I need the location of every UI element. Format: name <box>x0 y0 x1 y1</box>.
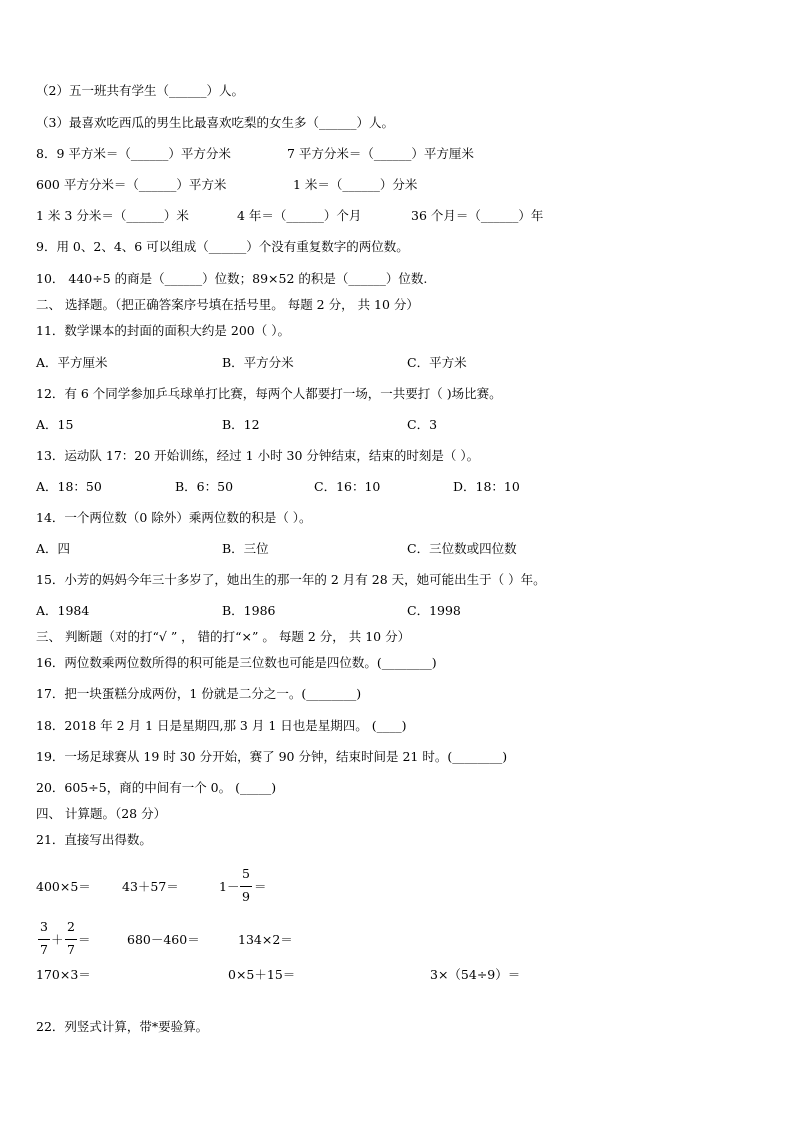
section-2-title: 二、 选择题。 <box>36 297 115 312</box>
q11-option-c: C．平方米 <box>407 355 467 370</box>
calc-1-minus-5-9-equals: ＝ <box>254 879 267 894</box>
fraction-numerator: 2 <box>67 919 75 934</box>
calc-0x5-plus-15: 0×5＋15＝ <box>228 967 296 982</box>
question-22: 22．列竖式计算，带*要验算。 <box>36 1019 209 1034</box>
section-4-title: 四、 计算题。 <box>36 806 115 821</box>
question-18: 18．2018 年 2 月 1 日是星期四,那 3 月 1 日也是星期四。 (____) <box>36 718 407 733</box>
fraction-bar <box>65 939 77 940</box>
section-2-heading <box>36 297 419 313</box>
q12-option-b: B．12 <box>222 417 260 432</box>
section-3-note: （对的打“√ ” ， 错的打“×” 。 每题 2 分， 共 10 分） <box>102 629 411 644</box>
question-7-part-2: （2）五一班共有学生（______）人。 <box>36 83 244 98</box>
calc-170x3: 170×3＝ <box>36 967 91 982</box>
calc-680-minus-460: 680－460＝ <box>127 932 200 947</box>
section-3-title: 三、 判断题 <box>36 629 103 644</box>
q15-option-b: B．1986 <box>222 603 276 618</box>
fraction-sum-equals: ＝ <box>78 932 91 947</box>
question-9: 9．用 0、2、4、6 可以组成（______）个没有重复数字的两位数。 <box>36 239 409 254</box>
fraction-5-9 <box>240 866 252 908</box>
q14-option-a: A．四 <box>36 541 71 556</box>
q13-option-c: C．16：10 <box>314 479 381 494</box>
fraction-bar <box>240 886 252 887</box>
question-8-b: 7 平方分米＝（______）平方厘米 <box>287 146 474 161</box>
fraction-denominator: 9 <box>242 889 250 904</box>
q14-option-c: C．三位数或四位数 <box>407 541 517 556</box>
question-14: 14．一个两位数（0 除外）乘两位数的积是（ ）。 <box>36 510 312 525</box>
calc-134x2: 134×2＝ <box>238 932 293 947</box>
question-21: 21．直接写出得数。 <box>36 832 152 847</box>
question-17: 17．把一块蛋糕分成两份，1 份就是二分之一。(________) <box>36 686 362 701</box>
section-2-note: （把正确答案序号填在括号里。 每题 2 分， 共 10 分） <box>114 297 419 312</box>
fraction-numerator: 5 <box>242 866 250 881</box>
calc-3x-54div9: 3×（54÷9）＝ <box>430 967 521 982</box>
question-12: 12．有 6 个同学参加乒乓球单打比赛，每两个人都要打一场，一共要打（ )场比赛。 <box>36 386 502 401</box>
q13-option-d: D．18：10 <box>453 479 520 494</box>
fraction-denominator: 7 <box>67 942 75 957</box>
section-4-note: （28 分） <box>114 806 167 821</box>
q11-option-b: B．平方分米 <box>222 355 294 370</box>
q13-option-a: A．18：50 <box>36 479 102 494</box>
fraction-numerator: 3 <box>40 919 48 934</box>
q15-option-c: C．1998 <box>407 603 461 618</box>
section-3-heading <box>36 629 410 645</box>
plus-sign: ＋ <box>51 932 64 947</box>
section-4-heading <box>36 806 166 822</box>
question-7-part-3: （3）最喜欢吃西瓜的男生比最喜欢吃梨的女生多（______）人。 <box>36 115 394 130</box>
fraction-3-7 <box>38 919 50 961</box>
q15-option-a: A．1984 <box>36 603 90 618</box>
calc-400x5: 400×5＝ <box>36 879 91 894</box>
question-16: 16．两位数乘两位数所得的积可能是三位数也可能是四位数。(________) <box>36 655 437 670</box>
question-8-a: 8．9 平方米＝（______）平方分米 <box>36 146 231 161</box>
calc-43plus57: 43＋57＝ <box>122 879 179 894</box>
calc-1-minus-5-9-prefix: 1－ <box>219 879 240 894</box>
question-8-d: 1 米＝（______）分米 <box>293 177 418 192</box>
question-19: 19．一场足球赛从 19 时 30 分开始，赛了 90 分钟，结束时间是 21 时。(________) <box>36 749 508 764</box>
question-8-f: 4 年＝（______）个月 <box>237 208 362 223</box>
q14-option-b: B．三位 <box>222 541 269 556</box>
fraction-bar <box>38 939 50 940</box>
question-10: 10． 440÷5 的商是（______）位数；89×52 的积是（______）位数. <box>36 271 428 286</box>
fraction-denominator: 7 <box>40 942 48 957</box>
q11-option-a: A．平方厘米 <box>36 355 108 370</box>
fraction-2-7 <box>65 919 77 961</box>
question-11: 11．数学课本的封面的面积大约是 200（ ）。 <box>36 323 290 338</box>
question-8-e: 1 米 3 分米＝（______）米 <box>36 208 189 223</box>
question-8-c: 600 平方分米＝（______）平方米 <box>36 177 227 192</box>
question-13: 13．运动队 17：20 开始训练，经过 1 小时 30 分钟结束，结束的时刻是（ ）。 <box>36 448 480 463</box>
question-8-g: 36 个月＝（______）年 <box>411 208 544 223</box>
q13-option-b: B．6：50 <box>175 479 234 494</box>
q12-option-a: A．15 <box>36 417 74 432</box>
question-20: 20．605÷5，商的中间有一个 0。 (_____) <box>36 780 277 795</box>
question-15: 15．小芳的妈妈今年三十多岁了，她出生的那一年的 2 月有 28 天，她可能出生于（ ）年。 <box>36 572 546 587</box>
q12-option-c: C．3 <box>407 417 438 432</box>
